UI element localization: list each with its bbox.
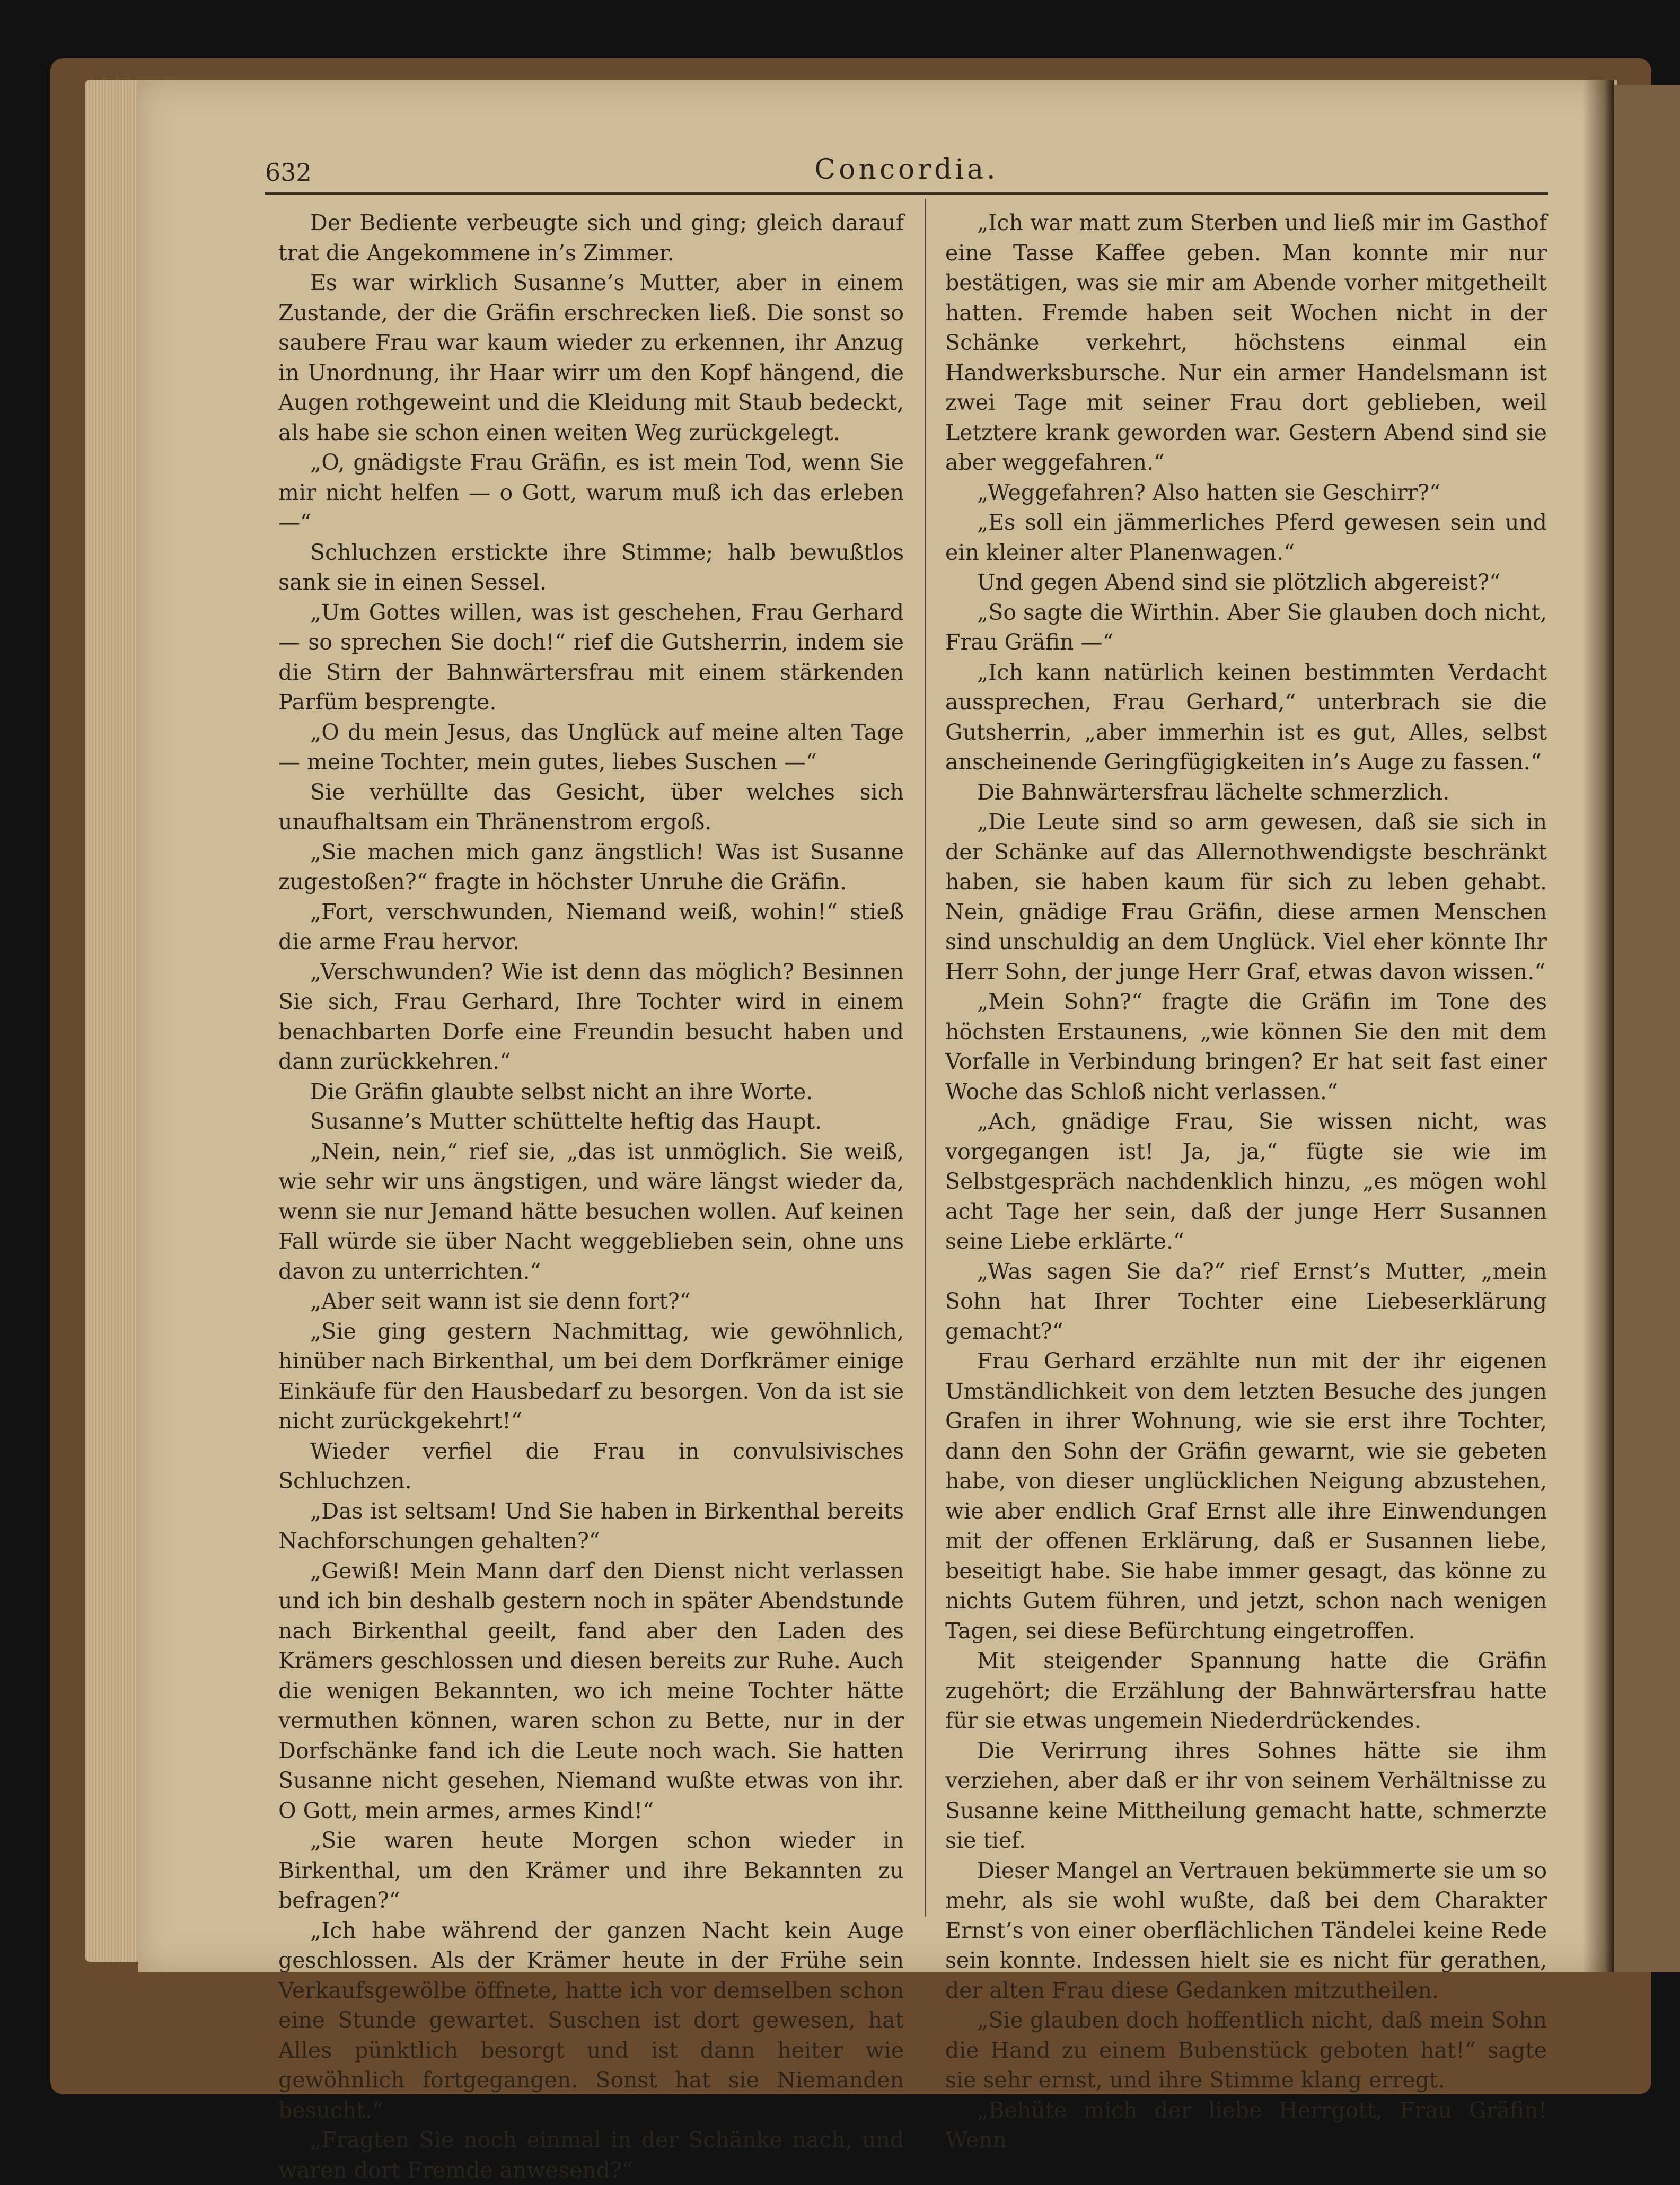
paragraph: „Sie ging gestern Nachmittag, wie gewöhnlich, hinüber nach Birkenthal, um bei dem Dorfkrämer einige Einkäufe für den Hausbedarf zu besorgen. Von da ist sie nicht zurückgekehrt!“ [278,1318,904,1434]
paragraph: „So sagte die Wirthin. Aber Sie glauben doch nicht, Frau Gräfin —“ [945,599,1547,655]
running-head [265,154,1548,191]
paragraph: Die Gräfin glaubte selbst nicht an ihre Worte. [310,1078,813,1104]
paragraph: Die Bahnwärtersfrau lächelte schmerzlich. [977,779,1450,805]
paragraph: „Ich kann natürlich keinen bestimmten Verdacht aussprechen, Frau Gerhard,“ unterbrach sie die Gutsherrin, „aber immerhin ist es gut, Alles, selbst anscheinende Geringfügigkeiten in’s Auge zu fassen.“ [945,659,1547,775]
page-number: 632 [265,158,312,187]
paragraph: Und gegen Abend sind sie plötzlich abgereist?“ [977,569,1501,595]
paragraph: „Die Leute sind so arm gewesen, daß sie sich in der Schänke auf das Allernothwendigste beschränkt haben, sie haben kaum für sich zu leben gehabt. Nein, gnädige Frau Gräfin, diese armen Menschen sind unschuldig an dem Unglück. Viel eher könnte Ihr Herr Sohn, der junge Herr Graf, etwas davon wissen.“ [945,809,1547,985]
paragraph: „Sie waren heute Morgen schon wieder in Birkenthal, um den Krämer und ihre Bekannten zu befragen?“ [278,1828,904,1913]
header-rule [265,192,1548,195]
paragraph: „Mein Sohn?“ fragte die Gräfin im Tone des höchsten Erstaunens, „wie können Sie den mit dem Vorfalle in Verbindung bringen? Er hat seit fast einer Woche das Schloß nicht verlassen.“ [945,989,1547,1104]
paragraph: „Behüte mich der liebe Herrgott, Frau Gräfin! Wenn [945,2097,1547,2153]
paragraph: Es war wirklich Susanne’s Mutter, aber in einem Zustande, der die Gräfin erschrecken ließ. Die sonst so saubere Frau war kaum wieder zu erkennen, ihr Anzug in Unordnung, ihr Haar wirr um den Kopf hängend, die Augen rothgeweint und die Kleidung mit Staub bedeckt, als habe sie schon einen weiten Weg zurückgelegt. [278,270,904,445]
journal-title: Concordia. [814,154,999,186]
paragraph: Sie verhüllte das Gesicht, über welches sich unaufhaltsam ein Thränenstrom ergoß. [278,779,904,835]
paragraph: Frau Gerhard erzählte nun mit der ihr eigenen Umständlichkeit von dem letzten Besuche des jungen Grafen in ihrer Wohnung, wie sie erst ihre Tochter, dann den Sohn der Gräfin gewarnt, wie sie gebeten habe, von dieser unglücklichen Neigung abzustehen, wie aber endlich Graf Ernst alle ihre Einwendungen mit der offenen Erklärung, daß er Susannen liebe, beseitigt habe. Sie habe immer gesagt, das könne zu nichts Gutem führen, und jetzt, schon nach wenigen Tagen, sei diese Befürchtung eingetroffen. [945,1348,1547,1644]
facing-page-edge [1614,85,1680,1972]
paragraph: „Sie machen mich ganz ängstlich! Was ist Susanne zugestoßen?“ fragte in höchster Unruhe die Gräfin. [278,839,904,894]
paragraph: „Sie glauben doch hoffentlich nicht, daß mein Sohn die Hand zu einem Bubenstück geboten hat!“ sagte sie sehr ernst, und ihre Stimme klang erregt. [945,2007,1547,2093]
paragraph: „Ich habe während der ganzen Nacht kein Auge geschlossen. Als der Krämer heute in der Frühe sein Verkaufsgewölbe öffnete, hatte ich vor demselben schon eine Stunde gewartet. Suschen ist dort gewesen, hat Alles pünktlich besorgt und ist dann heiter wie gewöhnlich fortgegangen. Sonst hat sie Niemanden besucht.“ [278,1917,904,2123]
paragraph: „Fragten Sie noch einmal in der Schänke nach, und waren dort Fremde anwesend?“ [278,2127,904,2183]
paragraph: Susanne’s Mutter schüttelte heftig das Haupt. [310,1109,822,1134]
paragraph: Die Verirrung ihres Sohnes hätte sie ihm verziehen, aber daß er ihr von seinem Verhältnisse zu Susanne keine Mittheilung gemacht hatte, schmerzte sie tief. [945,1738,1547,1853]
paragraph: Wieder verfiel die Frau in convulsivisches Schluchzen. [278,1438,904,1494]
right-column [945,208,1547,2153]
paragraph: „Aber seit wann ist sie denn fort?“ [310,1288,691,1314]
paragraph: Dieser Mangel an Vertrauen bekümmerte sie um so mehr, als sie wohl wußte, daß bei dem Charakter Ernst’s von einer oberflächlichen Tändelei keine Rede sein konnte. Indessen hielt sie es nicht für gerathen, der alten Frau diese Gedanken mitzutheilen. [945,1857,1547,2003]
column-divider [925,199,926,1917]
paragraph: Der Bediente verbeugte sich und ging; gleich darauf trat die Angekommene in’s Zimmer. [278,210,904,266]
paragraph: „Ich war matt zum Sterben und ließ mir im Gasthof eine Tasse Kaffee geben. Man konnte mir nur bestätigen, was sie mir am Abende vorher mitgetheilt hatten. Fremde haben seit Wochen nicht in der Schänke verkehrt, höchstens einmal ein Handwerksbursche. Nur ein armer Handelsmann ist zwei Tage mit seiner Frau dort geblieben, weil Letztere krank geworden war. Gestern Abend sind sie aber weggefahren.“ [945,210,1547,475]
paragraph: Schluchzen erstickte ihre Stimme; halb bewußtlos sank sie in einen Sessel. [278,539,904,595]
paragraph: „O, gnädigste Frau Gräfin, es ist mein Tod, wenn Sie mir nicht helfen — o Gott, warum muß ich das erleben —“ [278,450,904,535]
paragraph: „Es soll ein jämmerliches Pferd gewesen sein und ein kleiner alter Planenwagen.“ [945,510,1547,565]
paragraph: Mit steigender Spannung hatte die Gräfin zugehört; die Erzählung der Bahnwärtersfrau hatte für sie etwas ungemein Niederdrückendes. [945,1648,1547,1733]
paragraph: „Weggefahren? Also hatten sie Geschirr?“ [977,479,1441,505]
paragraph: „Gewiß! Mein Mann darf den Dienst nicht verlassen und ich bin deshalb gestern noch in später Abendstunde nach Birkenthal geeilt, fand aber den Laden des Krämers geschlossen und diesen bereits zur Ruhe. Auch die wenigen Bekannten, wo ich meine Tochter hätte vermuthen können, waren schon zu Bette, nur in der Dorfschänke fand ich die Leute noch wach. Sie hatten Susanne nicht gesehen, Niemand wußte etwas von ihr. O Gott, mein armes, armes Kind!“ [278,1558,904,1823]
paragraph: „Verschwunden? Wie ist denn das möglich? Besinnen Sie sich, Frau Gerhard, Ihre Tochter wird in einem benachbarten Dorfe eine Freundin besucht haben und dann zurückkehren.“ [278,959,904,1074]
paragraph: „Was sagen Sie da?“ rief Ernst’s Mutter, „mein Sohn hat Ihrer Tochter eine Liebeserklärung gemacht?“ [945,1258,1547,1344]
paragraph: „Ach, gnädige Frau, Sie wissen nicht, was vorgegangen ist! Ja, ja,“ fügte sie wie im Selbstgespräch nachdenklich hinzu, „es mögen wohl acht Tage her sein, daß der junge Herr Susannen seine Liebe erklärte.“ [945,1109,1547,1254]
paragraph: „Fort, verschwunden, Niemand weiß, wohin!“ stieß die arme Frau hervor. [278,899,904,954]
paragraph: „Das ist seltsam! Und Sie haben in Birkenthal bereits Nachforschungen gehalten?“ [278,1498,904,1554]
page-gutter-shadow [1582,80,1614,1972]
paragraph: „O du mein Jesus, das Unglück auf meine alten Tage — meine Tochter, mein gutes, liebes Suschen —“ [278,719,904,775]
left-column [278,208,904,2183]
paragraph: „Um Gottes willen, was ist geschehen, Frau Gerhard — so sprechen Sie doch!“ rief die Gutsherrin, indem sie die Stirn der Bahnwärtersfrau mit einem stärkenden Parfüm besprengte. [278,599,904,715]
paragraph: „Nein, nein,“ rief sie, „das ist unmöglich. Sie weiß, wie sehr wir uns ängstigen, und wäre längst wieder da, wenn sie nur Jemand hätte besuchen wollen. Auf keinen Fall würde sie über Nacht weggeblieben sein, ohne uns davon zu unterrichten.“ [278,1138,904,1284]
